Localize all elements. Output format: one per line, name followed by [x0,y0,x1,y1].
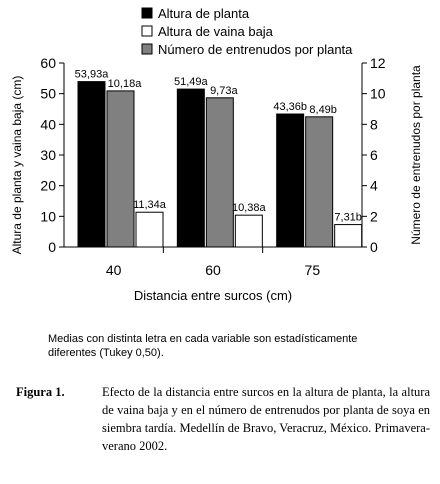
y-left-tick-label: 0 [48,239,56,255]
caption-label: Figura 1. [16,385,65,399]
bar-altura-de-vaina-baja [136,212,163,247]
y-axis-left-label: Altura de planta y vaina baja (cm) [10,75,24,255]
y-right-tick-label: 0 [370,239,378,255]
data-label: 10,18a [107,77,142,90]
y-right-tick-label: 6 [370,147,378,163]
legend-label: Altura de vaina baja [158,24,273,39]
x-axis-label: Distancia entre surcos (cm) [133,288,293,303]
bar-altura-de-planta [277,114,304,247]
data-label: 43,36b [273,101,307,114]
legend-swatch [142,8,152,18]
y-left-tick-label: 10 [40,208,56,225]
y-left-tick-label: 30 [40,147,56,163]
data-label: 51,49a [174,76,208,89]
bar-n-mero-de-entrenudos-por-planta [107,91,134,247]
y-right-tick-label: 4 [370,177,378,194]
chart-note: Medias con distinta letra en cada variable son estadísticamente diferentes (Tukey 0,50). [48,333,358,359]
y-axis-right-label: Número de entrenudos por planta [409,65,423,245]
y-right-tick-label: 8 [370,116,378,133]
legend [142,6,353,57]
legend-swatch [142,26,152,36]
bar-altura-de-planta [78,82,105,247]
y-left-tick-label: 40 [40,116,56,133]
y-right-tick-label: 10 [370,85,386,102]
bar-n-mero-de-entrenudos-por-planta [206,98,233,247]
bar-altura-de-vaina-baja [235,215,262,247]
data-label: 53,93a [74,68,109,81]
data-label: 9,73a [210,84,238,97]
data-label: 10,38a [232,202,266,215]
legend-label: Número de entrenudos por planta [158,42,353,57]
y-right-tick-label: 12 [370,55,386,71]
figure-caption [16,383,430,455]
caption-text: Efecto de la distancia entre surcos en la altura de planta, la altura de vaina baja y en el número de entrenudos por planta de soya en siembra tardía. Medellín de Bravo, Veracruz, México. Primavera-verano 2002. [102,385,430,453]
legend-label: Altura de planta [158,6,250,21]
legend-swatch [142,44,152,54]
x-tick-label: 60 [205,262,221,278]
bar-altura-de-vaina-baja [335,225,362,247]
data-label: 7,31b [334,211,362,224]
y-right-tick-label: 2 [370,208,378,225]
y-left-tick-label: 20 [40,177,56,194]
y-left-tick-label: 60 [40,55,56,71]
y-left-tick-label: 50 [40,85,56,102]
bar-n-mero-de-entrenudos-por-planta [306,117,333,247]
data-label: 8,49b [309,103,337,116]
bar-altura-de-planta [177,89,204,247]
data-label: 11,34a [133,199,166,212]
x-tick-label: 40 [105,262,122,278]
x-tick-label: 75 [304,262,321,278]
